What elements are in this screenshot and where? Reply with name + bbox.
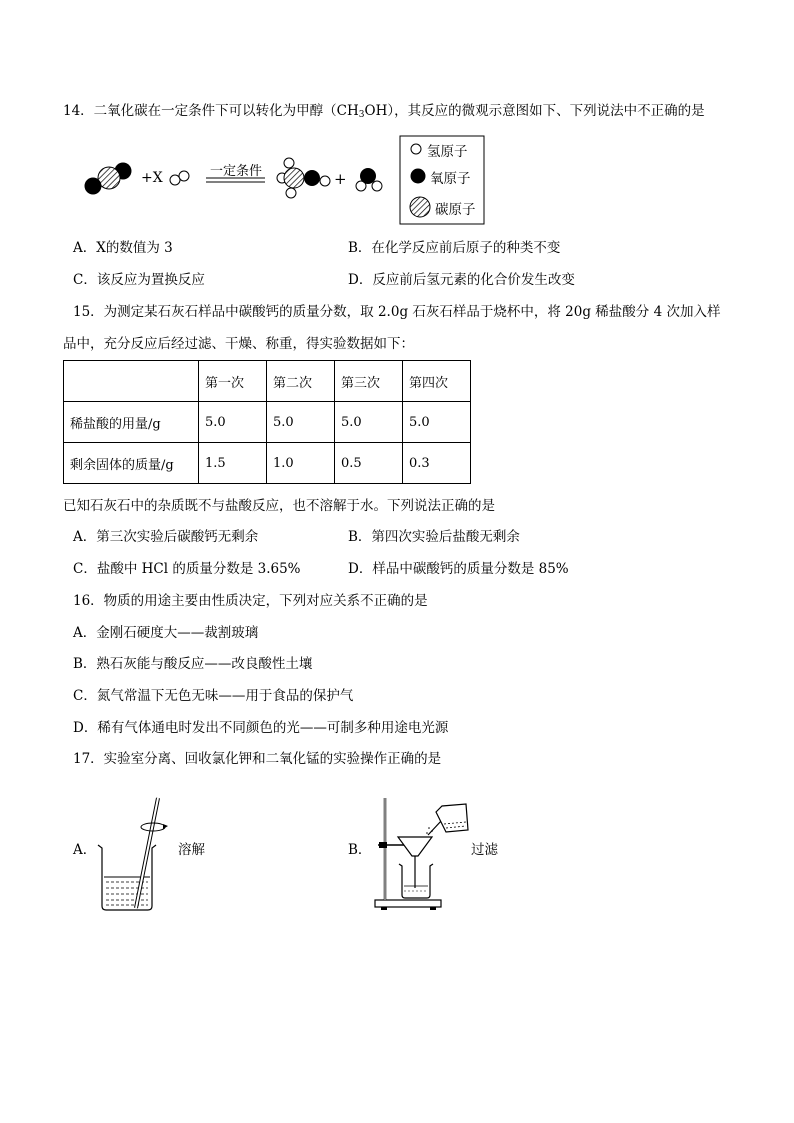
q14-option-c: C．该反应为置换反应 xyxy=(73,272,205,288)
q17-option-a-letter: A． xyxy=(73,842,97,858)
table-cell: 第一次 xyxy=(199,361,267,402)
q14-option-d: D．反应前后氢元素的化合价发生改变 xyxy=(348,272,575,288)
dissolving-beaker-illustration xyxy=(90,790,190,930)
q15-stem-line2: 品中，充分反应后经过滤、干燥、称重，得实验数据如下： xyxy=(63,336,414,352)
table-cell: 5.0 xyxy=(199,402,267,443)
table-header-row xyxy=(64,361,471,402)
filtration-apparatus-illustration xyxy=(370,790,500,920)
table-cell: 0.5 xyxy=(335,443,403,484)
methanol-molecule xyxy=(277,158,330,198)
q17-option-b-letter: B． xyxy=(348,842,372,858)
table-row xyxy=(64,402,471,443)
h2-molecule xyxy=(170,171,189,185)
legend-hydrogen: 氢原子 xyxy=(427,144,468,160)
table-cell xyxy=(64,361,199,402)
q16-option-a: A．金刚石硬度大——裁割玻璃 xyxy=(73,625,259,641)
q14-stem: 14．二氧化碳在一定条件下可以转化为甲醇$(CH_3OH)$，其反应的微观示意图如下、下列说法中不正确的是 xyxy=(63,103,705,120)
table-cell: 第二次 xyxy=(267,361,335,402)
q14-option-a: A．X的数值为 3 xyxy=(73,240,173,256)
table-cell: 1.0 xyxy=(267,443,335,484)
table-cell: 5.0 xyxy=(267,402,335,443)
q16-stem: 16．物质的用途主要由性质决定，下列对应关系不正确的是 xyxy=(73,593,428,609)
plus-x-label: +X xyxy=(141,170,163,186)
table-cell: 5.0 xyxy=(403,402,471,443)
q17-option-a-label: 溶解 xyxy=(178,842,205,858)
q14-option-b: B．在化学反应前后原子的种类不变 xyxy=(348,240,561,256)
q15-option-b: B．第四次实验后盐酸无剩余 xyxy=(348,529,520,545)
q15-data-table xyxy=(63,360,471,484)
legend-oxygen: 氧原子 xyxy=(430,171,471,187)
table-cell: 剩余固体的质量/g xyxy=(64,443,199,484)
q15-stem-line1: 15．为测定某石灰石样品中碳酸钙的质量分数，取 2.0g 石灰石样品于烧杯中，将 20g 稀盐酸分 4 次加入样 xyxy=(73,304,721,320)
table-cell: 0.3 xyxy=(403,443,471,484)
q17-option-b-label: 过滤 xyxy=(471,842,498,858)
table-cell: 1.5 xyxy=(199,443,267,484)
table-row xyxy=(64,443,471,484)
q15-option-c: C．盐酸中 HCl 的质量分数是 3.65% xyxy=(73,561,301,577)
q16-option-d: D．稀有气体通电时发出不同颜色的光——可制多种用途电光源 xyxy=(73,720,449,736)
legend-carbon: 碳原子 xyxy=(435,202,476,218)
plus-sign: + xyxy=(334,170,347,188)
reaction-condition: 一定条件 xyxy=(210,164,263,179)
q16-option-c: C．氮气常温下无色无味——用于食品的保护气 xyxy=(73,688,354,704)
table-cell: 5.0 xyxy=(335,402,403,443)
water-molecule xyxy=(356,168,382,191)
q17-stem: 17．实验室分离、回收氯化钾和二氧化锰的实验操作正确的是 xyxy=(73,751,442,767)
table-cell: 稀盐酸的用量/g xyxy=(64,402,199,443)
co2-molecule xyxy=(85,163,132,195)
table-cell: 第三次 xyxy=(335,361,403,402)
table-cell: 第四次 xyxy=(403,361,471,402)
q15-option-a: A．第三次实验后碳酸钙无剩余 xyxy=(73,529,259,545)
q16-option-b: B．熟石灰能与酸反应——改良酸性土壤 xyxy=(73,656,313,672)
q15-after-text: 已知石灰石中的杂质既不与盐酸反应，也不溶解于水。下列说法正确的是 xyxy=(63,498,495,514)
q15-option-d: D．样品中碳酸钙的质量分数是 85% xyxy=(348,561,569,577)
